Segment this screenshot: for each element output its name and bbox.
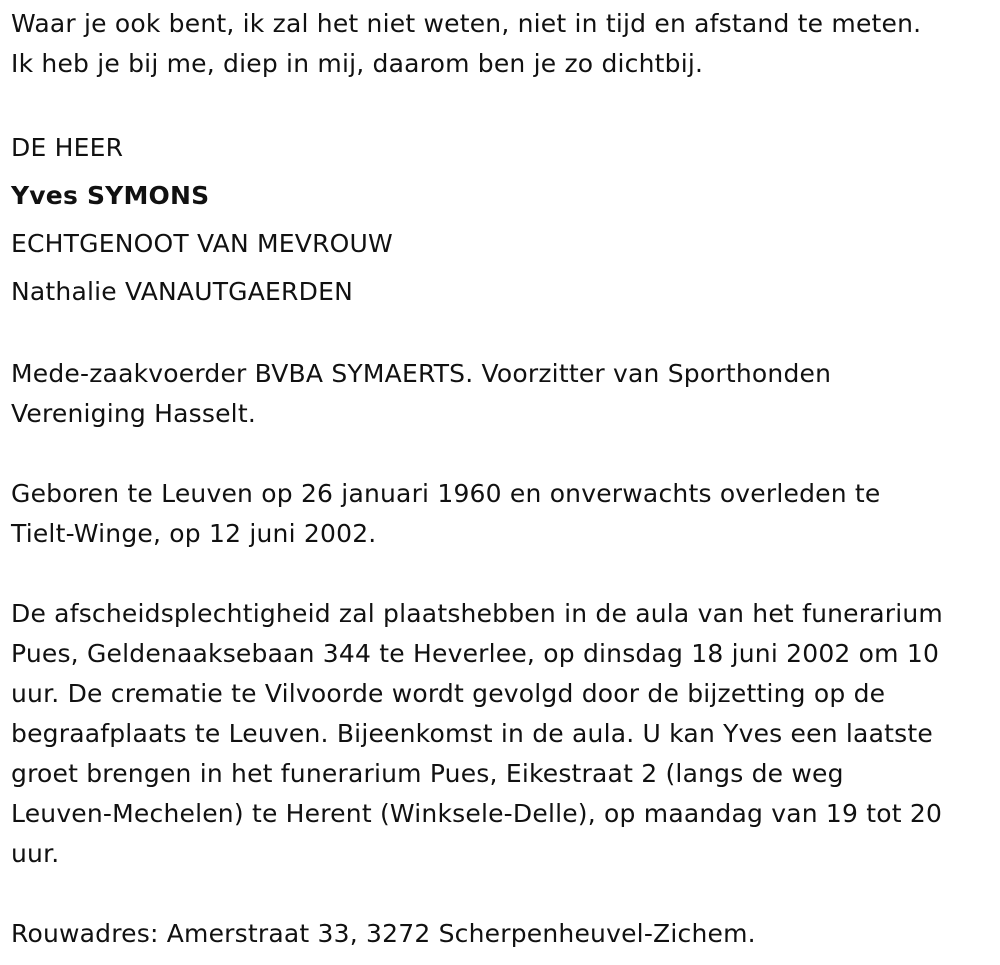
birth-death-line-2: Tielt-Winge, op 12 juni 2002. [11,519,377,548]
spacer [11,434,996,474]
salutation: DE HEER [11,133,124,162]
ceremony-line-2: Pues, Geldenaaksebaan 344 te Heverlee, op dinsdag 18 juni 2002 om 10 [11,639,940,668]
poem-section [11,4,996,84]
birth-death-line-1: Geboren te Leuven op 26 januari 1960 en onverwachts overleden te [11,479,881,508]
deceased-header [11,124,996,316]
poem-line-2: Ik heb je bij me, diep in mij, daarom ben je zo dichtbij. [11,49,704,78]
ceremony-line-3: uur. De crematie te Vilvoorde wordt gevolgd door de bijzetting op de [11,679,886,708]
ceremony-line-6: Leuven-Mechelen) te Herent (Winksele-Delle), op maandag van 19 tot 20 [11,799,943,828]
ceremony-line-4: begraafplaats te Leuven. Bijeenkomst in de aula. U kan Yves een laatste [11,719,933,748]
relation-label: ECHTGENOOT VAN MEVROUW [11,229,393,258]
roles-line-2: Vereniging Hasselt. [11,399,256,428]
spouse-name: Nathalie VANAUTGAERDEN [11,277,353,306]
roles-paragraph [11,354,996,434]
birth-death-paragraph [11,474,996,554]
ceremony-line-5: groet brengen in het funerarium Pues, Eikestraat 2 (langs de weg [11,759,844,788]
deceased-name: Yves SYMONS [11,181,210,210]
spacer [11,554,996,594]
roles-line-1: Mede-zaakvoerder BVBA SYMAERTS. Voorzitter van Sporthonden [11,359,832,388]
address-paragraph [11,914,996,954]
mourning-address: Rouwadres: Amerstraat 33, 3272 Scherpenheuvel-Zichem. [11,919,756,948]
ceremony-line-7: uur. [11,839,60,868]
spacer [11,874,996,914]
obituary-document [11,4,996,954]
spacer [11,84,996,124]
spacer [11,316,996,354]
poem-line-1: Waar je ook bent, ik zal het niet weten, niet in tijd en afstand te meten. [11,9,922,38]
ceremony-paragraph [11,594,996,874]
ceremony-line-1: De afscheidsplechtigheid zal plaatshebben in de aula van het funerarium [11,599,943,628]
